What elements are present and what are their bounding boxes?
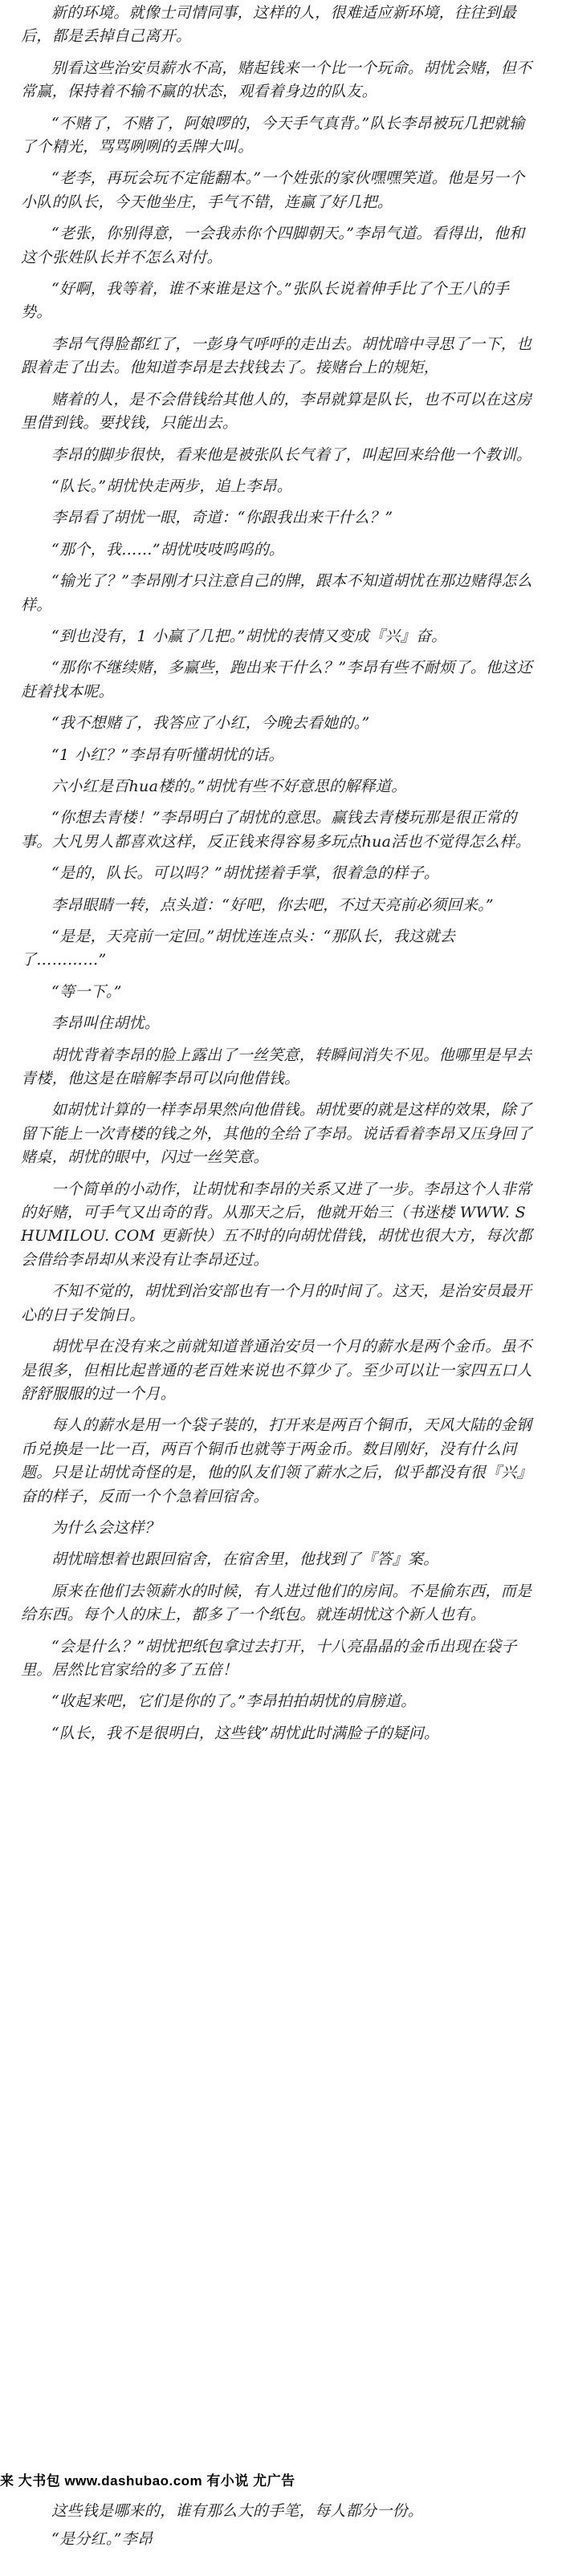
paragraph: 为什么会这样？ — [51, 1518, 161, 1537]
site-watermark-banner: 来 大书包 www.dashubao.com 有小说 尤广告 — [0, 2473, 295, 2489]
paragraph: “是的，队长。可以吗？”胡忧搓着手掌，很着急的样子。 — [51, 864, 440, 883]
paragraph: 李昂气得脸都红了，一彭身气呼呼的走出去。胡忧暗中寻思了一下，也跟着走了出去。他知道李昂是去找钱去了。接赌台上的规矩， — [21, 335, 532, 377]
paragraph: “会是什么？”胡忧把纸包拿过去打开，十八亮晶晶的金币出现在袋子里。居然比官家给的多了五倍！ — [21, 1637, 517, 1679]
paragraph: “我不想赌了，我答应了小红，今晚去看她的。” — [51, 714, 370, 733]
paragraph: 李昂看了胡忧一眼，奇道：“你跟我出来干什么？” — [51, 509, 393, 527]
paragraph: “你想去青楼！”李昂明白了胡忧的意思。赢钱去青楼玩那是很正常的事。大凡男人都喜欢这样，反正钱来得容易多玩点hua活也不觉得怎么样。 — [21, 809, 531, 851]
paragraph: 李昂眼睛一转，点头道：“好吧，你去吧，不过天亮前必须回来。” — [51, 896, 494, 914]
paragraph: 胡忧早在没有来之前就知道普通治安员一个月的薪水是两个金币。虽不是很多，但相比起普通的老百姓来说也不算少了。至少可以让一家四五口人舒舒服服的过一个月。 — [21, 1338, 532, 1403]
paragraph: 每人的薪水是用一个袋子装的，打开来是两百个铜币，天风大陆的金钢币兑换是一比一百，两百个铜币也就等于两金币。数目刚好，没有什么问题。只是让胡忧奇怪的是，他的队友们领了薪水之后，似乎都没有很『兴』奋的样子，反而一个个急着回宿舍。 — [21, 1416, 532, 1505]
tail-text — [21, 2497, 536, 2554]
paragraph: “老张，你别得意，一会我赤你个四脚朝天。”李昂气道。看得出，他和这个张姓队长并不怎么对付。 — [21, 225, 525, 266]
paragraph: “1 小红？”李昂有听懂胡忧的话。 — [51, 746, 284, 764]
paragraph: 李昂的脚步很快，看来他是被张队长气着了，叫起回来给他一个教训。 — [51, 445, 532, 464]
paragraph: 李昂叫住胡忧。 — [51, 1014, 161, 1033]
paragraph: “不赌了，不赌了，阿娘啰的，今天手气真背。”队长李昂被玩几把就输了个精光，骂骂咧咧的丢牌大叫。 — [21, 114, 525, 156]
paragraph: 别看这些治安员薪水不高，赌起钱来一个比一个玩命。胡忧会赌，但不常赢，保持着不输不赢的状态，观看着身边的队友。 — [21, 59, 532, 101]
paragraph: 六小红是百hua楼的。”胡忧有些不好意思的解释道。 — [51, 777, 407, 795]
paragraph: 赌着的人，是不会借钱给其他人的，李昂就算是队长，也不可以在这房里借到钱。要找钱，只能出去。 — [21, 390, 532, 433]
paragraph: 不知不觉的，胡忧到治安部也有一个月的时间了。这天，是治安员最开心的日子发饷日。 — [21, 1282, 532, 1324]
paragraph: “那个，我……”胡忧吱吱呜呜的。 — [51, 540, 285, 559]
paragraph: “是分红。”李昂 — [51, 2530, 153, 2549]
paragraph: “那你不继续赌，多赢些，跑出来干什么？”李昂有些不耐烦了。他这还赶着找本呢。 — [21, 659, 533, 701]
paragraph: “队长，我不是很明白，这些钱”胡忧此时满脸子的疑问。 — [51, 1724, 440, 1742]
paragraph: 新的环境。就像士司情同事，这样的人，很难适应新环境，往往到最后，都是丢掉自己离开。 — [21, 4, 517, 46]
paragraph: 胡忧背着李昂的脸上露出了一丝笑意，转瞬间消失不见。他哪里是早去青楼，他这是在暗解李昂可以向他借钱。 — [21, 1046, 532, 1088]
paragraph: 胡忧暗想着也跟回宿舍，在宿舍里，他找到了『答』案。 — [51, 1550, 439, 1569]
paragraph: “收起来吧，它们是你的了。”李昂拍拍胡忧的肩膀道。 — [51, 1692, 417, 1711]
paragraph: “输光了？”李昂刚才只注意自己的牌，跟本不知道胡忧在那边赌得怎么样。 — [21, 572, 533, 614]
paragraph: 如胡忧计算的一样李昂果然向他借钱。胡忧要的就是这样的效果，除了留下能上一次青楼的钱之外，其他的全给了李昂。说话看着李昂又压身回了赌桌，胡忧的眼中，闪过一丝笑意。 — [21, 1101, 532, 1167]
paragraph: 一个简单的小动作，让胡忧和李昂的关系又进了一步。李昂这个人非常的好赌，可手气又出奇的背。从那天之后，他就开始三（书迷楼 WWW. SHUMILOU. COM 更新快）五不时的向胡忧借钱，胡忧也很大方，每次都会借给李昂却从来没有让李昂还过。 — [21, 1180, 532, 1269]
paragraph: “队长。”胡忧快走两步，追上李昂。 — [51, 477, 293, 495]
paragraph: “等一下。” — [51, 982, 122, 1001]
paragraph: “到也没有，1 小赢了几把。”胡忧的表情又变成『兴』奋。 — [51, 627, 447, 645]
main-text — [21, 2, 536, 1753]
paragraph: 这些钱是哪来的，谁有那么大的手笔，每人都分一份。 — [51, 2502, 424, 2520]
paragraph: “老李，再玩会玩不定能翻本。”一个姓张的家伙嘿嘿笑道。他是另一个小队的队长，今天他坐庄，手气不错，连赢了好几把。 — [21, 169, 525, 211]
paragraph: “好啊，我等着，谁不来谁是这个。”张队长说着伸手比了个王八的手势。 — [21, 280, 510, 322]
paragraph: “是是，天亮前一定回。”胡忧连连点头：“那队长，我这就去了…………” — [21, 928, 456, 969]
paragraph: 原来在他们去领薪水的时候，有人进过他们的房间。不是偷东西，而是给东西。每个人的床上，都多了一个纸包。就连胡忧这个新人也有。 — [21, 1582, 532, 1624]
